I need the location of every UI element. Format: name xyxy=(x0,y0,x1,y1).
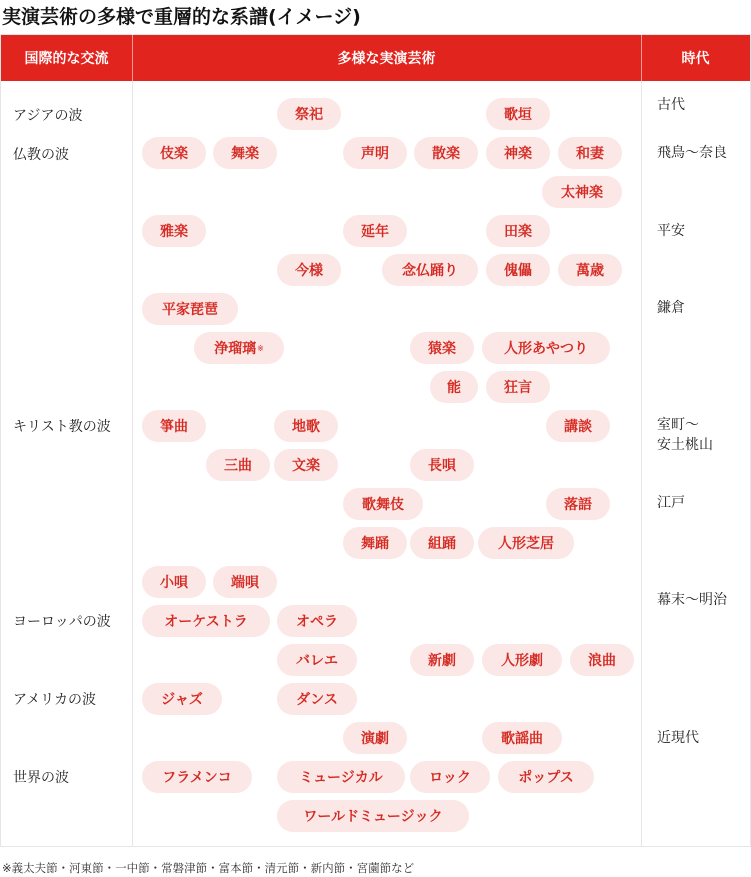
art-pill: 新劇 xyxy=(410,644,474,676)
art-pill: 浪曲 xyxy=(570,644,634,676)
note-mark: ※ xyxy=(257,343,264,353)
page-title: 実演芸術の多様で重層的な系譜(イメージ) xyxy=(2,6,361,28)
wave-europe: ヨーロッパの波 xyxy=(13,614,111,630)
art-pill: 歌舞伎 xyxy=(343,488,423,520)
art-pill: 伎楽 xyxy=(142,137,206,169)
era-ancient: 古代 xyxy=(657,97,685,113)
art-pill: 太神楽 xyxy=(542,176,622,208)
art-pill: 祭祀 xyxy=(277,98,341,130)
art-pill: 小唄 xyxy=(142,566,206,598)
art-pill-label: 浄瑠璃 xyxy=(214,341,257,357)
art-pill: 延年 xyxy=(343,215,407,247)
art-pill: 狂言 xyxy=(486,371,550,403)
art-pill: 能 xyxy=(430,371,478,403)
wave-asia: アジアの波 xyxy=(13,108,83,124)
art-pill: 歌垣 xyxy=(486,98,550,130)
art-pill-joruri xyxy=(194,332,284,364)
header-waves: 国際的な交流 xyxy=(1,35,132,81)
header-divider xyxy=(132,35,133,81)
art-pill: 歌謡曲 xyxy=(482,722,562,754)
art-pill: 長唄 xyxy=(410,449,474,481)
art-pill: 地歌 xyxy=(274,410,338,442)
era-bakumatsu-meiji: 幕末〜明治 xyxy=(657,592,727,608)
era-asuka-nara: 飛鳥〜奈良 xyxy=(657,145,727,161)
art-pill: 和妻 xyxy=(558,137,622,169)
art-pill: ミュージカル xyxy=(277,761,405,793)
art-pill: 人形劇 xyxy=(482,644,562,676)
art-pill: 萬歳 xyxy=(558,254,622,286)
art-pill: 猿楽 xyxy=(410,332,474,364)
art-pill: ロック xyxy=(410,761,490,793)
art-pill: 人形芝居 xyxy=(478,527,574,559)
art-pill: バレエ xyxy=(277,644,357,676)
art-pill: 三曲 xyxy=(206,449,270,481)
art-pill: 舞踊 xyxy=(343,527,407,559)
art-pill: 文楽 xyxy=(274,449,338,481)
header-arts: 多様な実演芸術 xyxy=(132,35,641,81)
art-pill: 声明 xyxy=(343,137,407,169)
footnote: ※義太夫節・河東節・一中節・常磐津節・富本節・清元節・新内節・宮薗節など xyxy=(2,861,415,875)
art-pill: オペラ xyxy=(277,605,357,637)
art-pill: ワールドミュージック xyxy=(277,800,469,832)
wave-christianity: キリスト教の波 xyxy=(13,419,111,435)
art-pill: 念仏踊り xyxy=(382,254,478,286)
art-pill: ポップス xyxy=(498,761,594,793)
era-edo: 江戸 xyxy=(657,495,685,511)
art-pill: オーケストラ xyxy=(142,605,270,637)
art-pill: 傀儡 xyxy=(486,254,550,286)
header-eras: 時代 xyxy=(641,35,750,81)
header-divider xyxy=(641,35,642,81)
art-pill: 演劇 xyxy=(343,722,407,754)
era-muromachi-azuchi-momoyama: 室町〜 安土桃山 xyxy=(657,417,713,453)
art-pill: 組踊 xyxy=(410,527,474,559)
art-pill: 平家琵琶 xyxy=(142,293,238,325)
art-pill: 端唄 xyxy=(213,566,277,598)
art-pill: ジャズ xyxy=(142,683,222,715)
column-divider xyxy=(132,81,133,846)
lineage-table xyxy=(0,34,751,847)
wave-buddhism: 仏教の波 xyxy=(13,147,69,163)
column-divider xyxy=(641,81,642,846)
era-modern: 近現代 xyxy=(657,730,699,746)
wave-america: アメリカの波 xyxy=(13,692,97,708)
art-pill: 箏曲 xyxy=(142,410,206,442)
art-pill: 神楽 xyxy=(486,137,550,169)
art-pill: ダンス xyxy=(277,683,357,715)
art-pill: 散楽 xyxy=(414,137,478,169)
art-pill: 人形あやつり xyxy=(482,332,610,364)
art-pill: 講談 xyxy=(546,410,610,442)
art-pill: 田楽 xyxy=(486,215,550,247)
wave-world: 世界の波 xyxy=(13,770,69,786)
art-pill: 今様 xyxy=(277,254,341,286)
art-pill: 舞楽 xyxy=(213,137,277,169)
era-heian: 平安 xyxy=(657,223,685,239)
era-kamakura: 鎌倉 xyxy=(657,300,685,316)
art-pill: 雅楽 xyxy=(142,215,206,247)
art-pill: 落語 xyxy=(546,488,610,520)
art-pill: フラメンコ xyxy=(142,761,252,793)
